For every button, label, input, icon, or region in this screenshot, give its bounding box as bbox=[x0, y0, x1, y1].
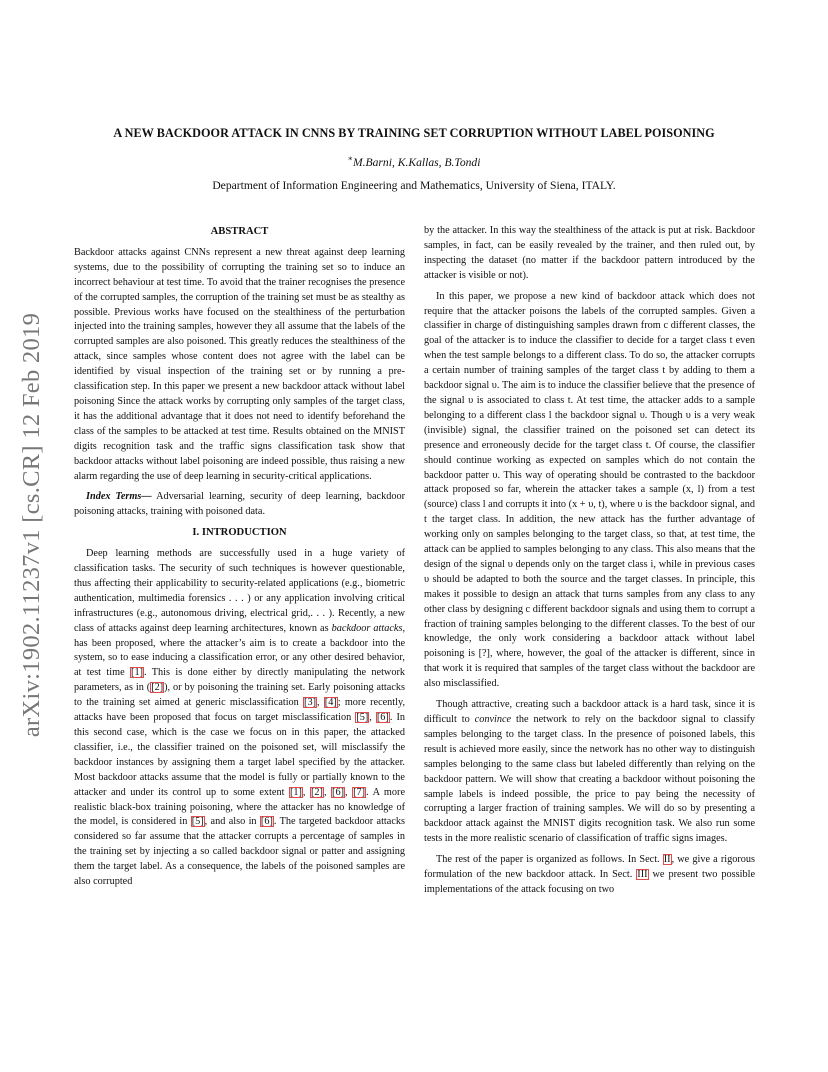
citation-link[interactable]: [2] bbox=[151, 682, 164, 694]
abstract-heading: ABSTRACT bbox=[210, 226, 269, 237]
citation-link[interactable]: [6] bbox=[260, 816, 273, 828]
right-paragraph-3: The rest of the paper is organized as follows. In Sect. II, we give a rigorous formulation of the new backdoor attack. In Sect. III we present two possible implementations of the attack focusing on two bbox=[424, 854, 756, 895]
citation-link[interactable]: [2] bbox=[311, 786, 323, 798]
left-column bbox=[74, 223, 405, 896]
right-paragraph-2: Though attractive, creating such a backdoor attack is a hard task, since it is difficult to convince the network to rely on the backdoor signal to classify samples belonging to the target class. In the presence of poisoned labels, this result is achieved more easily, since the network has no other way to distinguish samples belonging to the same class but labeled differently than relying on the backdoor pattern. We will show that creating a backdoor without poisoning the sample labels is indeed possible, the price to pay being the necessity of corrupting a larger fraction of training samples. We will do so by presenting a backdoor attack against the MNIST digits recognition task. We also run some tests in the more realistic scenario of classification of traffic signs images. bbox=[424, 699, 755, 845]
citation-link[interactable]: [5] bbox=[356, 712, 369, 724]
citation-link[interactable]: [1] bbox=[289, 786, 302, 798]
citation-link[interactable]: [5] bbox=[191, 816, 204, 828]
citation-link[interactable]: [4] bbox=[324, 697, 337, 709]
index-terms-text: Adversarial learning, security of deep learning, backdoor poisoning attacks, training with poisoned data. bbox=[74, 491, 406, 518]
citation-link[interactable]: [3] bbox=[304, 697, 316, 709]
arxiv-sidebar bbox=[12, 290, 52, 760]
paper-affiliation: Department of Information Engineering and Mathematics, University of Siena, ITALY. bbox=[212, 179, 616, 192]
index-terms-label: Index Terms— bbox=[86, 491, 152, 503]
arxiv-identifier: arXiv:1902.11237v1 [cs.CR] 12 Feb 2019 bbox=[18, 312, 45, 738]
citation-link[interactable]: [7] bbox=[353, 786, 366, 798]
right-column bbox=[424, 224, 755, 904]
intro-paragraph-1: Deep learning methods are successfully used in a huge variety of classification tasks. The security of such techniques is however questionable, thus affecting their applicability to security-related applications (e.g., biometric authentication, multimedia forensics . . . ) or any application involving critical infrastructures (e.g., autonomous driving, electrical grid,. . . ). Recently, a new class of attacks against deep learning architectures, known as backdoor attacks, has been proposed, where the attacker’s aim is to create a backdoor into the system, so to ease inducing a classification error, or any other desired behavior, at test time [1]. This is done either by directly manipulating the network parameters, as in ([2]), or by poisoning the training set. Early poisoning attacks to the training set aimed at generic misclassification [3], [4]; more recently, attacks have been proposed that focus on target misclassification [5], [6]. In this second case, which is the case we focus on in this paper, the attacked classifier, i.e., the classifier trained on the poisoned set, will misclassify the backdoor instances by assigning them a target label specified by the attacker. Most backdoor attacks assume that the model is fully or partially known to the attacker and under its control up to some extent [1], [2], [6], [7]. A more realistic black-box training poisoning, where the attacker has no knowledge of the model, is considered in [5], and also in [6]. The targeted backdoor attacks considered so far assume that the attacker corrupts a percentage of samples in the training set by injecting a so called backdoor signal or patter and assigning them the target label. As a consequence, the labels of the poisoned samples are also corrupted bbox=[74, 548, 406, 888]
paper-authors bbox=[0, 154, 828, 169]
citation-link[interactable]: [6] bbox=[376, 712, 389, 724]
intro-heading: I. INTRODUCTION bbox=[192, 527, 287, 539]
paper-title: A NEW BACKDOOR ATTACK IN CNNS BY TRAINING SET CORRUPTION WITHOUT LABEL POISONING bbox=[113, 126, 715, 140]
right-paragraph-0: by the attacker. In this way the stealthiness of the attack is put at risk. Backdoor samples, in fact, can be easily revealed by the trainer, and then ruled out, by inspecting the dataset (no matter if the backdoor pattern introduced by the attacker is visible or not). bbox=[424, 225, 755, 281]
author-names: M.Barni, K.Kallas, B.Tondi bbox=[352, 155, 481, 169]
section-link[interactable]: II bbox=[663, 854, 671, 866]
index-terms bbox=[74, 490, 405, 520]
author-mark: ∗ bbox=[347, 154, 353, 163]
section-link[interactable]: III bbox=[637, 869, 648, 881]
abstract-text: Backdoor attacks against CNNs represent a new threat against deep learning systems, due to the possibility of corrupting the training set so to induce an incorrect behaviour at test time. To avoid that the trainer recognises the presence of the corrupted samples, the corruption of the training set must be as stealthy as possible. Previous works have focused on the stealthiness of the perturbation injected into the training samples, however they all assume that the labels of the corrupted samples are also poisoned. This greatly reduces the stealthiness of the attack, since samples whose content does not agree with the label can be identified by visual inspection of the training set or by running a pre-classification step. In this paper we present a new backdoor attack without label poisoning Since the attack works by corrupting only samples of the target class, it has the additional advantage that it does not need to identify beforehand the class of the samples to be attacked at test time. Results obtained on the MNIST digits recognition task and the traffic signs classification task show that backdoor attacks without label poisoning are indeed possible, thus raising a new alarm regarding the use of deep learning in security-critical applications. bbox=[74, 246, 405, 482]
citation-link[interactable]: [1] bbox=[131, 667, 143, 679]
right-paragraph-1: In this paper, we propose a new kind of backdoor attack which does not require that the attacker poisons the labels of the corrupted samples. Given a classifier in charge of distinguishing samples drawn from c different classes, the goal of the attacker is to induce the classifier to decide for a target class t even when the test sample belongs to a different class. To do so, the attacker corrupts a certain number of training samples of the target class t by adding to them a backdoor signal υ. The aim is to induce the classifier believe that the presence of the signal υ is associated to class t. At test time, the attacker adds to a sample belonging to a different class l the backdoor signal υ. Though υ is a very weak (invisible) signal, the classifier trained on the poisoned set can detect its presence and erroneously decide for the target class t. Of course, the classifier should continue working as expected on samples which do not contain the backdoor patter υ. This way of operating should be contrasted to the backdoor attack proposed so far, wherein the attacker takes a sample (x, l) from a test (source) class l and corrupts it into (x + υ, t), where υ is the backdoor signal, and t the target class. In addition, the new attack has the further advantage of working only on samples belonging to the target class, so that, at test time, the attack can be applied to samples belonging to any class. This also means that the design of the signal υ depends only on the target class i, while in previous cases υ should be adapted to both the source and the target classes. In principle, this makes it possible to design an attack that turns samples from any class to any other class by designing c different backdoor signals and using them to corrupt a fraction of training samples belonging to the different classes. To the best of our knowledge, the only work considering a backdoor attack without label poisoning is [?], where, however, the goal of the attacker is different, since in that work it is required that samples of the target class without the backdoor are also misclassified. bbox=[424, 290, 755, 690]
citation-link[interactable]: [6] bbox=[332, 786, 344, 798]
